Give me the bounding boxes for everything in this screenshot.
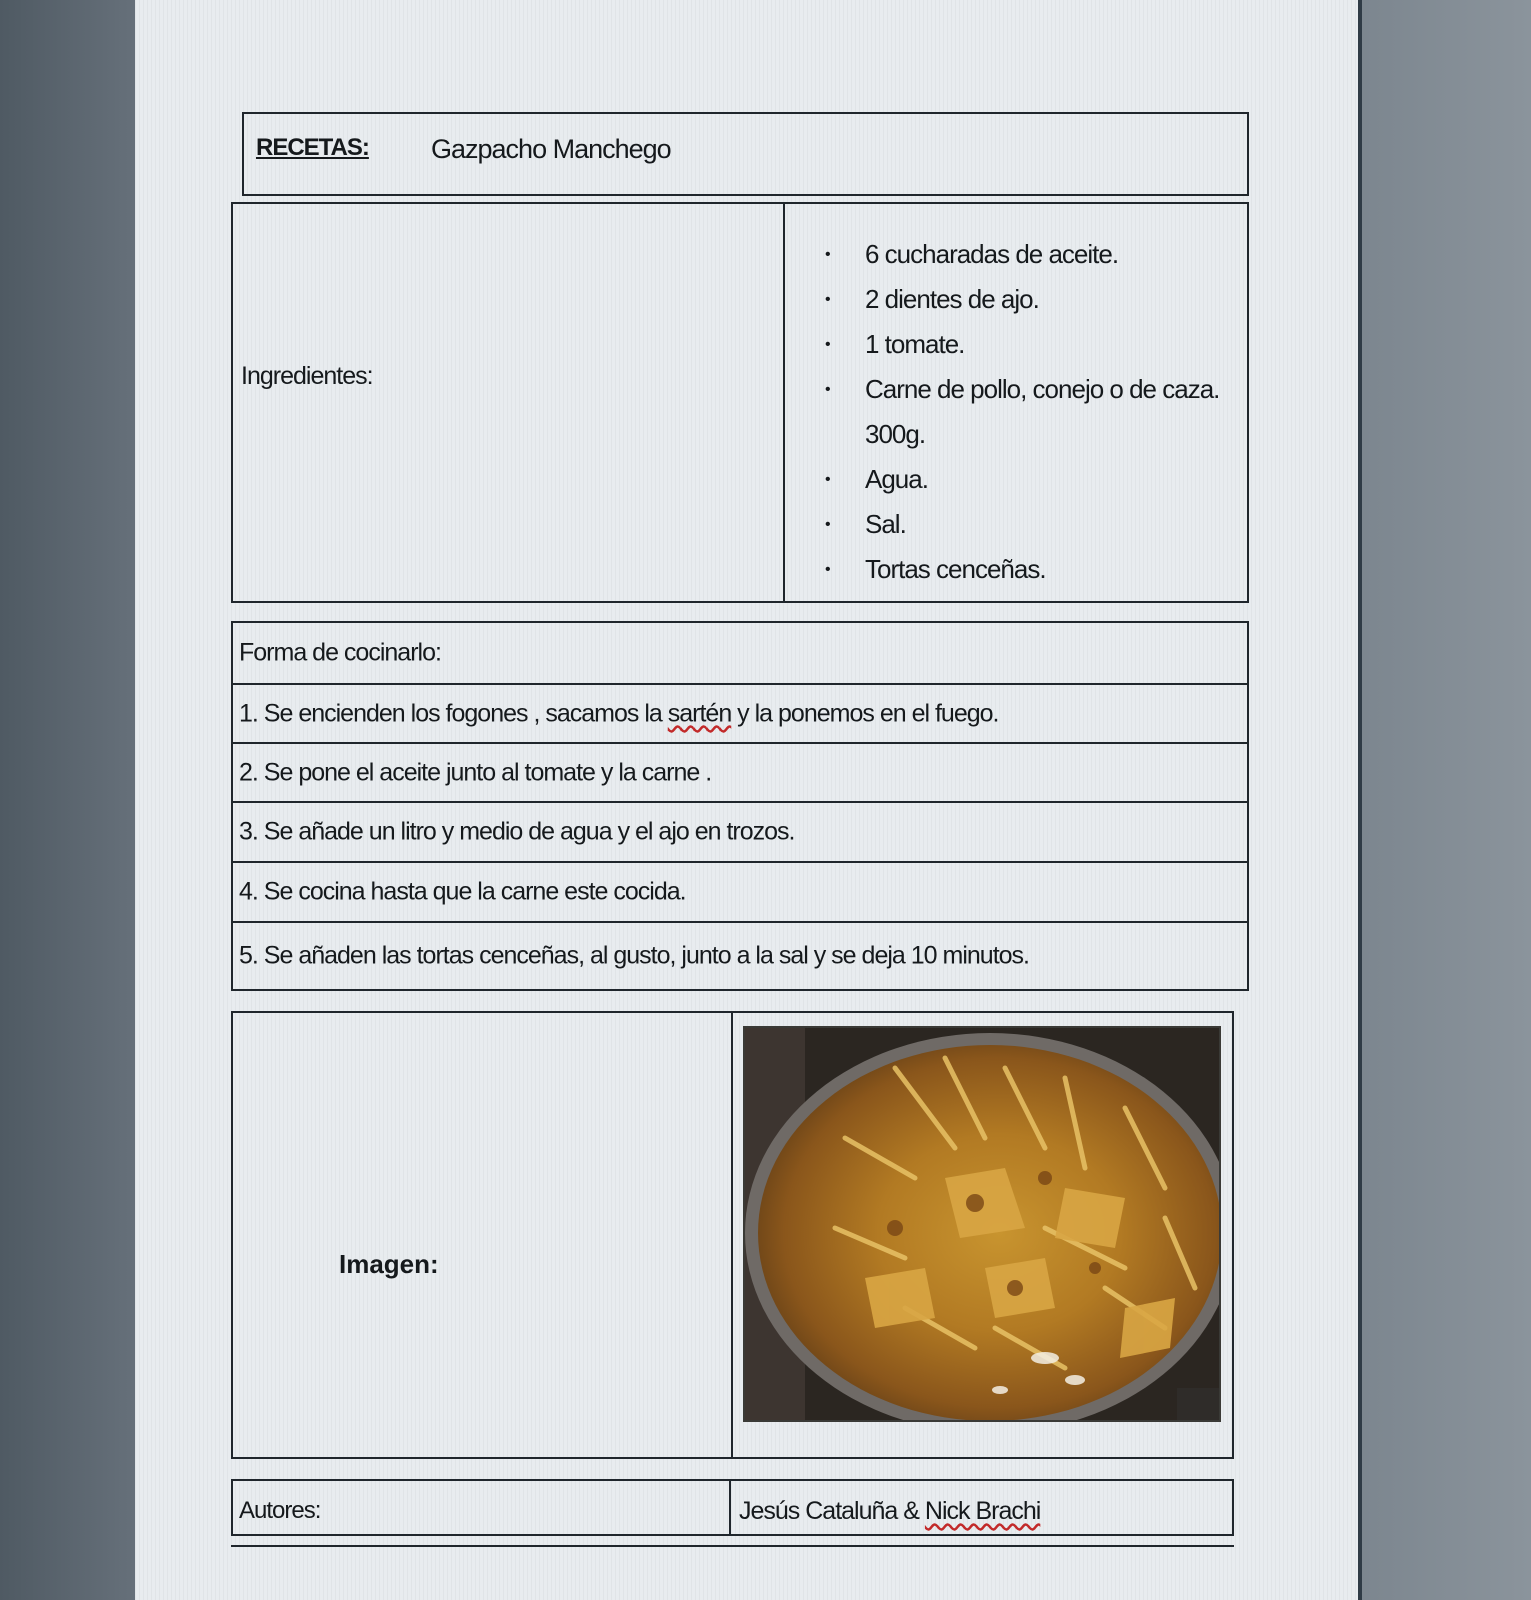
column-divider [729, 1481, 731, 1534]
ingredients-label: Ingredientes: [241, 362, 373, 390]
column-divider [783, 204, 785, 601]
method-header-row [233, 623, 1247, 685]
author-name-flagged: Nick Brachi [924, 1497, 1041, 1525]
bottom-rule [231, 1545, 1234, 1547]
monitor-bezel-right [1362, 0, 1531, 1600]
step-row-4 [233, 863, 1247, 923]
method-table [231, 621, 1249, 991]
ingredient-item: • Sal. [825, 502, 1219, 547]
monitor-bezel-left [0, 0, 135, 1600]
image-table [231, 1011, 1234, 1459]
ingredient-item: • Carne de pollo, conejo o de caza. [825, 367, 1219, 412]
step-row-3 [233, 803, 1247, 863]
step-text-2: 2. Se pone el aceite junto al tomate y la carne . [239, 758, 712, 786]
ingredient-item: • Agua. [825, 457, 1219, 502]
step-row-1 [233, 685, 1247, 744]
authors-label: Autores: [239, 1497, 321, 1524]
authors-table [231, 1479, 1234, 1536]
ingredients-table [231, 202, 1249, 603]
authors-value [739, 1497, 1040, 1526]
ingredient-item: • 6 cucharadas de aceite. [825, 232, 1219, 277]
step-1-flagged-word: sartén [667, 699, 732, 727]
step-text-4: 4. Se cocina hasta que la carne este cocida. [239, 877, 686, 906]
step-row-5 [233, 923, 1247, 989]
gazpacho-photo [743, 1026, 1221, 1422]
author-names-plain: Jesús Cataluña & [739, 1497, 925, 1525]
food-photo-svg [745, 1028, 1219, 1420]
method-label: Forma de cocinarlo: [239, 638, 441, 667]
step-1-after: y la ponemos en el fuego. [731, 699, 999, 727]
step-text-5: 5. Se añaden las tortas cenceñas, al gusto, junto a la sal y se deja 10 minutos. [239, 941, 1029, 970]
column-divider [731, 1013, 733, 1457]
step-text-3: 3. Se añade un litro y medio de agua y el ajo en trozos. [239, 817, 795, 846]
step-text-1 [239, 699, 998, 728]
document-page [135, 0, 1362, 1600]
ingredient-item: • 2 dientes de ajo. [825, 277, 1219, 322]
ingredient-item: • 1 tomate. [825, 322, 1219, 367]
ingredient-item-continuation: 300g. [865, 419, 926, 449]
recipe-title-box [242, 112, 1249, 196]
ingredient-item: • Tortas cenceñas. [825, 547, 1219, 592]
image-label: Imagen: [339, 1249, 439, 1279]
recipe-name: Gazpacho Manchego [431, 134, 671, 164]
recipe-label: RECETAS: [256, 134, 369, 161]
step-1-before: 1. Se encienden los fogones , sacamos la [239, 699, 668, 727]
step-row-2 [233, 744, 1247, 803]
ingredients-list [825, 232, 1219, 592]
